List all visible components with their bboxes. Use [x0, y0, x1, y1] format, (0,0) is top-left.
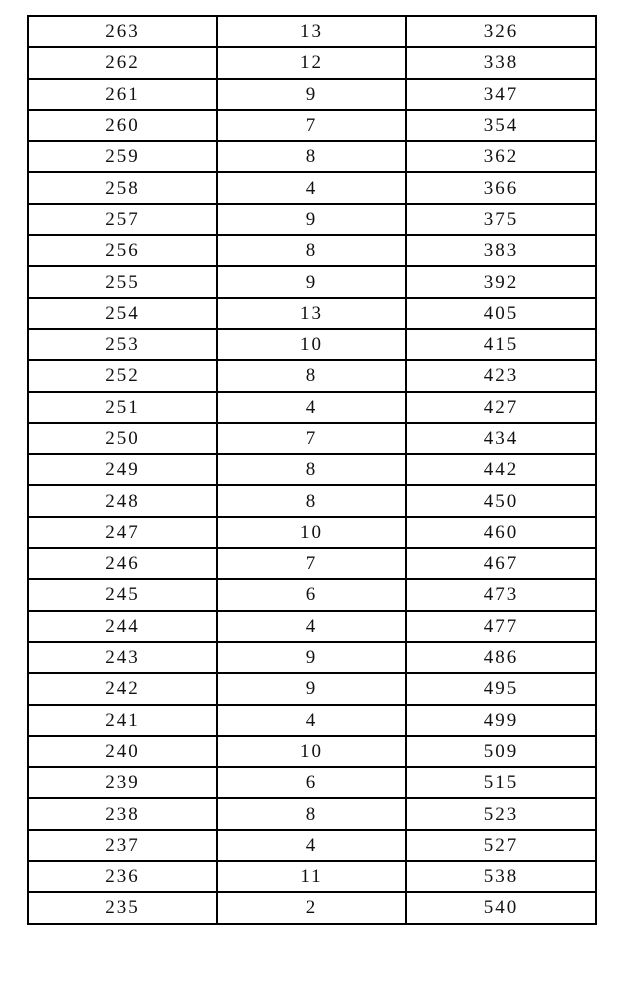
- cumulative-count-cell: 467: [406, 548, 596, 579]
- count-cell: 9: [217, 204, 406, 235]
- score-cell: 235: [28, 892, 217, 923]
- cumulative-count-cell: 405: [406, 298, 596, 329]
- count-cell: 6: [217, 579, 406, 610]
- table-row: [28, 110, 596, 141]
- score-cell: 250: [28, 423, 217, 454]
- score-cell: 252: [28, 360, 217, 391]
- count-cell: 7: [217, 548, 406, 579]
- count-cell: 13: [217, 16, 406, 47]
- score-cell: 241: [28, 705, 217, 736]
- count-cell: 7: [217, 110, 406, 141]
- score-cell: 261: [28, 79, 217, 110]
- table-row: [28, 517, 596, 548]
- cumulative-count-cell: 499: [406, 705, 596, 736]
- table-body: [28, 16, 596, 924]
- score-cell: 242: [28, 673, 217, 704]
- cumulative-count-cell: 450: [406, 485, 596, 516]
- cumulative-count-cell: 442: [406, 454, 596, 485]
- table-row: [28, 705, 596, 736]
- table-row: [28, 548, 596, 579]
- table-row: [28, 47, 596, 78]
- score-cell: 239: [28, 767, 217, 798]
- table-row: [28, 79, 596, 110]
- cumulative-count-cell: 423: [406, 360, 596, 391]
- table-row: [28, 673, 596, 704]
- score-cell: 240: [28, 736, 217, 767]
- cumulative-count-cell: 523: [406, 798, 596, 829]
- count-cell: 9: [217, 266, 406, 297]
- score-cell: 251: [28, 392, 217, 423]
- cumulative-count-cell: 338: [406, 47, 596, 78]
- cumulative-count-cell: 354: [406, 110, 596, 141]
- cumulative-count-cell: 326: [406, 16, 596, 47]
- table-row: [28, 141, 596, 172]
- table-row: [28, 736, 596, 767]
- count-cell: 10: [217, 736, 406, 767]
- count-cell: 9: [217, 642, 406, 673]
- cumulative-count-cell: 366: [406, 172, 596, 203]
- score-distribution-table: [27, 15, 597, 925]
- table-row: [28, 642, 596, 673]
- cumulative-count-cell: 362: [406, 141, 596, 172]
- score-cell: 245: [28, 579, 217, 610]
- score-cell: 253: [28, 329, 217, 360]
- count-cell: 9: [217, 79, 406, 110]
- count-cell: 8: [217, 798, 406, 829]
- count-cell: 6: [217, 767, 406, 798]
- count-cell: 11: [217, 861, 406, 892]
- table-row: [28, 892, 596, 923]
- count-cell: 10: [217, 329, 406, 360]
- cumulative-count-cell: 427: [406, 392, 596, 423]
- cumulative-count-cell: 538: [406, 861, 596, 892]
- table-row: [28, 767, 596, 798]
- table-row: [28, 861, 596, 892]
- score-cell: 244: [28, 611, 217, 642]
- score-cell: 257: [28, 204, 217, 235]
- score-cell: 258: [28, 172, 217, 203]
- score-cell: 243: [28, 642, 217, 673]
- table-row: [28, 611, 596, 642]
- table-row: [28, 360, 596, 391]
- score-cell: 254: [28, 298, 217, 329]
- cumulative-count-cell: 473: [406, 579, 596, 610]
- count-cell: 8: [217, 454, 406, 485]
- table-row: [28, 423, 596, 454]
- count-cell: 4: [217, 830, 406, 861]
- cumulative-count-cell: 515: [406, 767, 596, 798]
- score-cell: 237: [28, 830, 217, 861]
- table-row: [28, 579, 596, 610]
- cumulative-count-cell: 383: [406, 235, 596, 266]
- count-cell: 4: [217, 611, 406, 642]
- cumulative-count-cell: 392: [406, 266, 596, 297]
- count-cell: 8: [217, 141, 406, 172]
- table-row: [28, 172, 596, 203]
- score-cell: 259: [28, 141, 217, 172]
- cumulative-count-cell: 486: [406, 642, 596, 673]
- cumulative-count-cell: 347: [406, 79, 596, 110]
- table-row: [28, 830, 596, 861]
- score-cell: 248: [28, 485, 217, 516]
- count-cell: 12: [217, 47, 406, 78]
- score-cell: 236: [28, 861, 217, 892]
- table-row: [28, 454, 596, 485]
- cumulative-count-cell: 434: [406, 423, 596, 454]
- cumulative-count-cell: 460: [406, 517, 596, 548]
- score-cell: 247: [28, 517, 217, 548]
- score-cell: 246: [28, 548, 217, 579]
- score-cell: 256: [28, 235, 217, 266]
- cumulative-count-cell: 375: [406, 204, 596, 235]
- score-cell: 238: [28, 798, 217, 829]
- cumulative-count-cell: 415: [406, 329, 596, 360]
- cumulative-count-cell: 495: [406, 673, 596, 704]
- count-cell: 4: [217, 172, 406, 203]
- count-cell: 7: [217, 423, 406, 454]
- cumulative-count-cell: 527: [406, 830, 596, 861]
- table-row: [28, 485, 596, 516]
- table-row: [28, 329, 596, 360]
- cumulative-count-cell: 477: [406, 611, 596, 642]
- score-cell: 255: [28, 266, 217, 297]
- count-cell: 4: [217, 392, 406, 423]
- count-cell: 9: [217, 673, 406, 704]
- table-row: [28, 266, 596, 297]
- table-row: [28, 798, 596, 829]
- table-row: [28, 298, 596, 329]
- count-cell: 8: [217, 485, 406, 516]
- count-cell: 4: [217, 705, 406, 736]
- table-row: [28, 235, 596, 266]
- count-cell: 10: [217, 517, 406, 548]
- count-cell: 8: [217, 235, 406, 266]
- count-cell: 13: [217, 298, 406, 329]
- cumulative-count-cell: 540: [406, 892, 596, 923]
- count-cell: 8: [217, 360, 406, 391]
- table-row: [28, 392, 596, 423]
- score-cell: 262: [28, 47, 217, 78]
- score-cell: 260: [28, 110, 217, 141]
- table-row: [28, 204, 596, 235]
- score-cell: 249: [28, 454, 217, 485]
- table-row: [28, 16, 596, 47]
- cumulative-count-cell: 509: [406, 736, 596, 767]
- count-cell: 2: [217, 892, 406, 923]
- score-cell: 263: [28, 16, 217, 47]
